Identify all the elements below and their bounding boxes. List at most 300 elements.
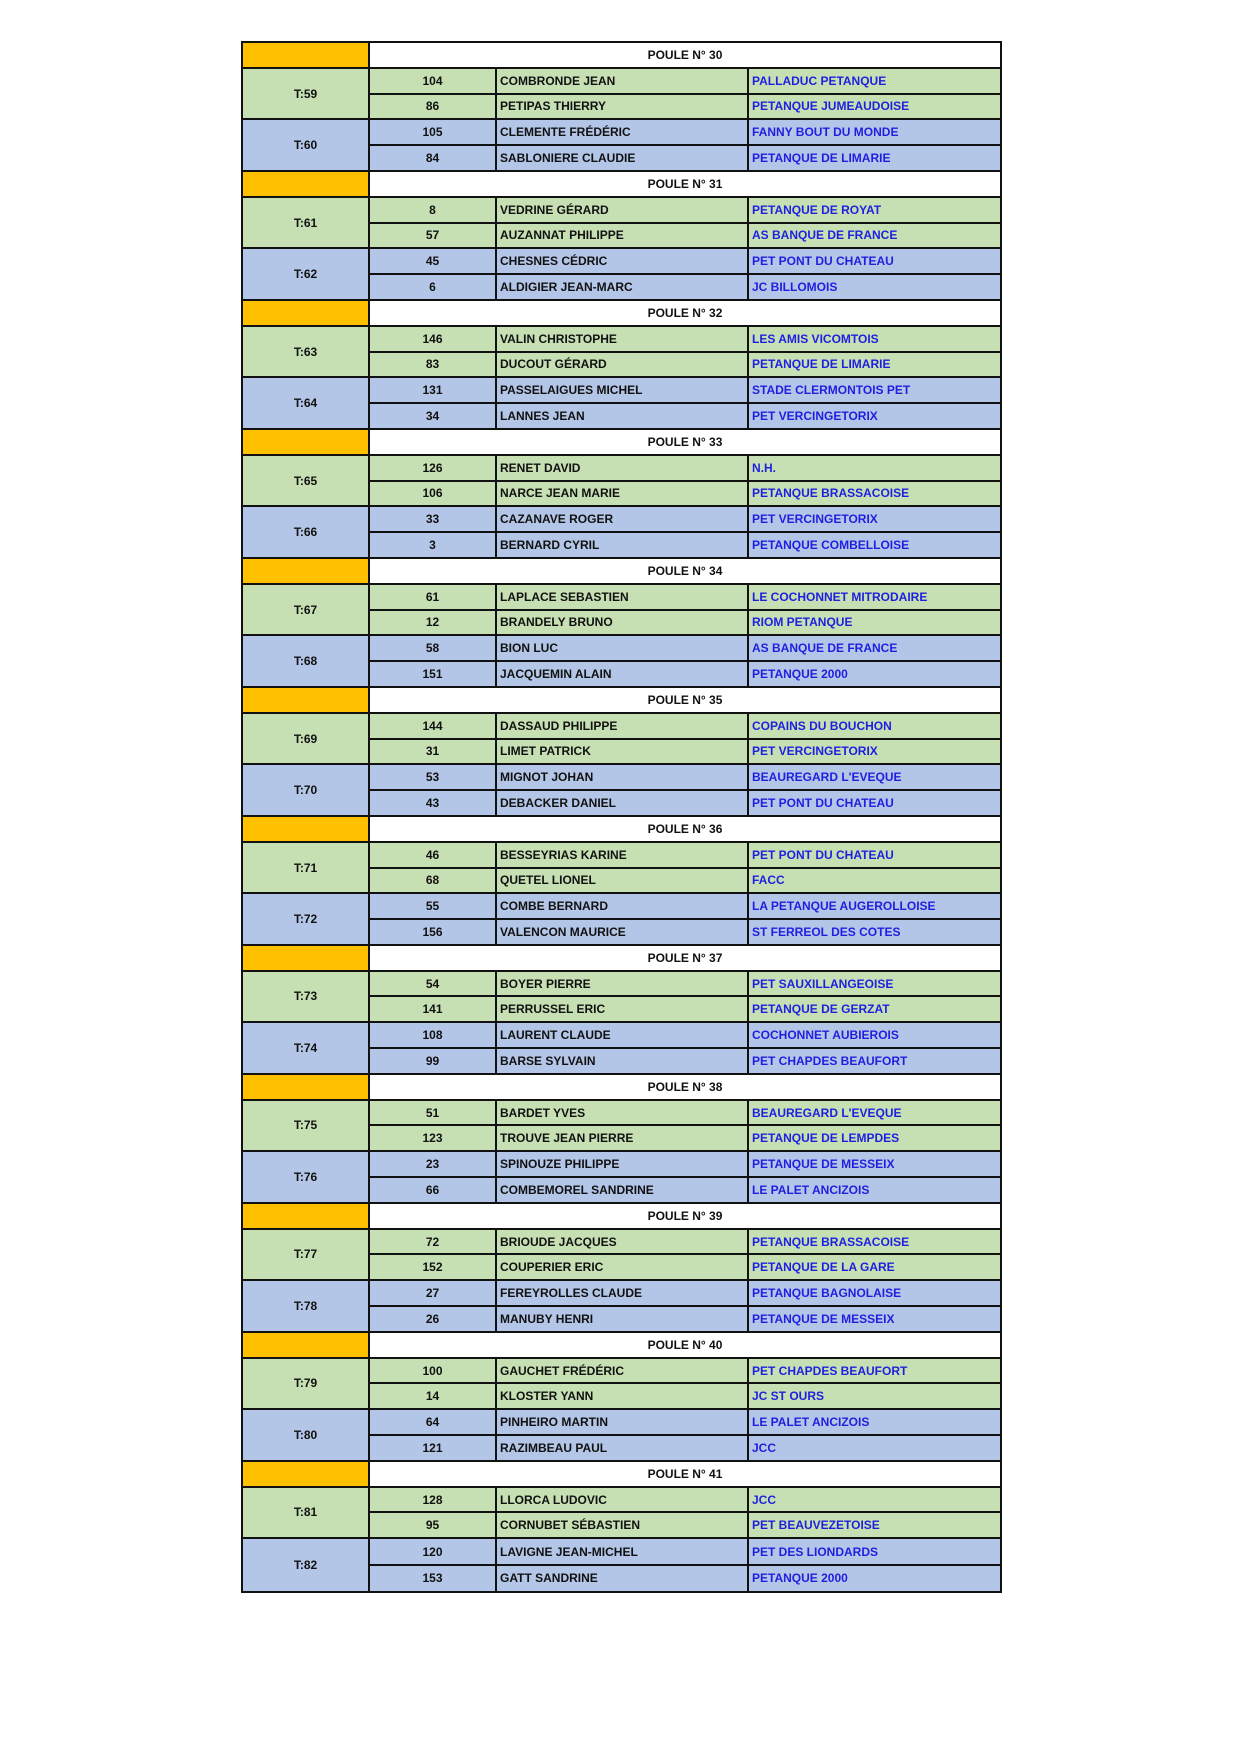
- player-name: BESSEYRIAS KARINE: [497, 843, 749, 867]
- table-label: T:67: [243, 585, 370, 635]
- player-row: [370, 69, 1000, 95]
- player-row: [370, 249, 1000, 275]
- player-club: PETANQUE BAGNOLAISE: [752, 1286, 902, 1301]
- player-name: LAURENT CLAUDE: [497, 1023, 749, 1047]
- player-number: 6: [370, 275, 497, 299]
- player-number: 86: [370, 95, 497, 119]
- poule-header-row: [243, 559, 1000, 585]
- player-name: LAPLACE SEBASTIEN: [497, 585, 749, 609]
- poule-marker-cell: [243, 559, 370, 583]
- player-club: PET SAUXILLANGEOISE: [752, 976, 894, 991]
- player-row: [370, 662, 1000, 686]
- player-name: CHESNES CÉDRIC: [497, 249, 749, 273]
- player-row: [370, 1436, 1000, 1460]
- poule-marker-cell: [243, 1462, 370, 1486]
- table-block: [243, 894, 1000, 946]
- table-block: [243, 636, 1000, 688]
- player-row: [370, 1410, 1000, 1436]
- player-number: 126: [370, 456, 497, 480]
- player-club: PET CHAPDES BEAUFORT: [752, 1053, 908, 1068]
- player-club: PALLADUC PETANQUE: [752, 73, 887, 88]
- player-number: 146: [370, 327, 497, 351]
- poule-marker-cell: [243, 1204, 370, 1228]
- player-row: [370, 765, 1000, 791]
- player-club: PETANQUE BRASSACOISE: [752, 1234, 910, 1249]
- player-number: 123: [370, 1126, 497, 1150]
- player-name: COMBE BERNARD: [497, 894, 749, 918]
- players-group: [370, 456, 1000, 506]
- player-club: PET PONT DU CHATEAU: [752, 254, 894, 269]
- players-group: [370, 1101, 1000, 1151]
- poule-title: POULE N° 36: [370, 817, 1000, 841]
- player-row: [370, 1488, 1000, 1514]
- player-row: [370, 714, 1000, 740]
- poule-header-row: [243, 172, 1000, 198]
- player-club: LE COCHONNET MITRODAIRE: [752, 589, 928, 604]
- player-number: 23: [370, 1152, 497, 1176]
- player-number: 43: [370, 791, 497, 815]
- player-row: [370, 353, 1000, 377]
- poule-title: POULE N° 31: [370, 172, 1000, 196]
- poule-marker-cell: [243, 817, 370, 841]
- player-number: 46: [370, 843, 497, 867]
- poule-title: POULE N° 30: [370, 43, 1000, 67]
- table-block: [243, 1410, 1000, 1462]
- table-label: T:68: [243, 636, 370, 686]
- player-club: JCC: [752, 1440, 777, 1455]
- players-group: [370, 69, 1000, 119]
- players-group: [370, 972, 1000, 1022]
- poule-title: POULE N° 38: [370, 1075, 1000, 1099]
- table-label: T:76: [243, 1152, 370, 1202]
- player-number: 12: [370, 611, 497, 635]
- player-name: VEDRINE GÉRARD: [497, 198, 749, 222]
- player-row: [370, 146, 1000, 170]
- player-club: LES AMIS VICOMTOIS: [752, 331, 879, 346]
- table-block: [243, 249, 1000, 301]
- player-number: 128: [370, 1488, 497, 1512]
- player-club: PET PONT DU CHATEAU: [752, 796, 894, 810]
- player-number: 53: [370, 765, 497, 789]
- player-row: [370, 843, 1000, 869]
- table-label: T:62: [243, 249, 370, 299]
- player-club: PETANQUE DE MESSEIX: [752, 1311, 895, 1326]
- player-name: TROUVE JEAN PIERRE: [497, 1126, 749, 1150]
- player-name: RENET DAVID: [497, 456, 749, 480]
- table-block: [243, 378, 1000, 430]
- player-name: COMBRONDE JEAN: [497, 69, 749, 93]
- player-name: COUPERIER ERIC: [497, 1255, 749, 1279]
- player-club: LE PALET ANCIZOIS: [752, 1415, 870, 1430]
- player-name: LIMET PATRICK: [497, 740, 749, 764]
- poule-marker-cell: [243, 301, 370, 325]
- table-block: [243, 1539, 1000, 1591]
- table-block: [243, 1359, 1000, 1411]
- player-name: BARSE SYLVAIN: [497, 1049, 749, 1073]
- player-club: ST FERREOL DES COTES: [752, 924, 901, 939]
- player-club: PETANQUE 2000: [752, 667, 848, 682]
- player-name: BERNARD CYRIL: [497, 533, 749, 557]
- poule-title: POULE N° 33: [370, 430, 1000, 454]
- poule-header-row: [243, 1333, 1000, 1359]
- player-number: 144: [370, 714, 497, 738]
- player-row: [370, 1281, 1000, 1307]
- player-number: 131: [370, 378, 497, 402]
- player-row: [370, 95, 1000, 119]
- player-row: [370, 1307, 1000, 1331]
- players-group: [370, 1488, 1000, 1538]
- player-number: 61: [370, 585, 497, 609]
- player-row: [370, 791, 1000, 815]
- player-row: [370, 1152, 1000, 1178]
- players-group: [370, 1410, 1000, 1460]
- poule-title: POULE N° 34: [370, 559, 1000, 583]
- table-block: [243, 327, 1000, 379]
- player-row: [370, 378, 1000, 404]
- player-number: 83: [370, 353, 497, 377]
- player-name: AUZANNAT PHILIPPE: [497, 224, 749, 248]
- players-group: [370, 507, 1000, 557]
- player-number: 55: [370, 894, 497, 918]
- player-club: PET VERCINGETORIX: [752, 512, 878, 527]
- player-club: BEAUREGARD L'EVEQUE: [752, 770, 902, 785]
- player-number: 99: [370, 1049, 497, 1073]
- player-number: 33: [370, 507, 497, 531]
- player-number: 8: [370, 198, 497, 222]
- player-number: 108: [370, 1023, 497, 1047]
- player-name: CLEMENTE FRÉDÉRIC: [497, 120, 749, 144]
- player-number: 95: [370, 1513, 497, 1537]
- poule-header-row: [243, 946, 1000, 972]
- table-block: [243, 843, 1000, 895]
- poule-marker-cell: [243, 1333, 370, 1357]
- player-name: BOYER PIERRE: [497, 972, 749, 996]
- poule-title: POULE N° 39: [370, 1204, 1000, 1228]
- players-group: [370, 894, 1000, 944]
- player-row: [370, 1384, 1000, 1408]
- poule-header-row: [243, 1462, 1000, 1488]
- player-row: [370, 1539, 1000, 1566]
- player-club: PET VERCINGETORIX: [752, 744, 878, 759]
- player-name: LANNES JEAN: [497, 404, 749, 428]
- player-number: 57: [370, 224, 497, 248]
- players-group: [370, 714, 1000, 764]
- table-label: T:72: [243, 894, 370, 944]
- player-number: 152: [370, 1255, 497, 1279]
- player-club: JC ST OURS: [752, 1389, 825, 1404]
- players-group: [370, 1230, 1000, 1280]
- table-label: T:80: [243, 1410, 370, 1460]
- table-label: T:63: [243, 327, 370, 377]
- table-block: [243, 1281, 1000, 1333]
- player-number: 106: [370, 482, 497, 506]
- player-row: [370, 997, 1000, 1021]
- player-name: FEREYROLLES CLAUDE: [497, 1281, 749, 1305]
- player-club: AS BANQUE DE FRANCE: [752, 641, 898, 656]
- player-row: [370, 224, 1000, 248]
- table-label: T:70: [243, 765, 370, 815]
- poule-title: POULE N° 37: [370, 946, 1000, 970]
- table-block: [243, 456, 1000, 508]
- table-label: T:75: [243, 1101, 370, 1151]
- player-number: 3: [370, 533, 497, 557]
- player-club: PETANQUE DE MESSEIX: [752, 1157, 895, 1172]
- player-club: PETANQUE DE LIMARIE: [752, 151, 891, 166]
- players-group: [370, 1023, 1000, 1073]
- player-number: 104: [370, 69, 497, 93]
- player-club: LE PALET ANCIZOIS: [752, 1182, 870, 1197]
- poule-marker-cell: [243, 43, 370, 67]
- players-group: [370, 249, 1000, 299]
- player-row: [370, 1101, 1000, 1127]
- player-club: PETANQUE 2000: [752, 1571, 848, 1586]
- player-club: COPAINS DU BOUCHON: [752, 718, 892, 733]
- players-group: [370, 378, 1000, 428]
- player-row: [370, 1513, 1000, 1537]
- table-label: T:73: [243, 972, 370, 1022]
- player-club: PETANQUE DE GERZAT: [752, 1002, 890, 1017]
- player-club: PET PONT DU CHATEAU: [752, 847, 894, 862]
- player-club: PETANQUE DE LEMPDES: [752, 1131, 900, 1146]
- player-name: VALIN CHRISTOPHE: [497, 327, 749, 351]
- table-label: T:81: [243, 1488, 370, 1538]
- player-name: PINHEIRO MARTIN: [497, 1410, 749, 1434]
- player-club: FACC: [752, 873, 785, 888]
- player-number: 105: [370, 120, 497, 144]
- table-block: [243, 1488, 1000, 1540]
- poule-header-row: [243, 1075, 1000, 1101]
- player-club: PETANQUE JUMEAUDOISE: [752, 99, 910, 114]
- table-block: [243, 714, 1000, 766]
- player-name: VALENCON MAURICE: [497, 920, 749, 944]
- player-name: NARCE JEAN MARIE: [497, 482, 749, 506]
- players-group: [370, 843, 1000, 893]
- player-club: BEAUREGARD L'EVEQUE: [752, 1105, 902, 1120]
- poule-draw-sheet: [241, 41, 1002, 1593]
- player-club: PETANQUE BRASSACOISE: [752, 486, 910, 501]
- player-name: MANUBY HENRI: [497, 1307, 749, 1331]
- player-name: QUETEL LIONEL: [497, 869, 749, 893]
- player-row: [370, 507, 1000, 533]
- table-label: T:61: [243, 198, 370, 248]
- player-row: [370, 327, 1000, 353]
- table-block: [243, 972, 1000, 1024]
- player-club: PETANQUE COMBELLOISE: [752, 538, 910, 553]
- player-name: BION LUC: [497, 636, 749, 660]
- poule-title: POULE N° 32: [370, 301, 1000, 325]
- player-name: LAVIGNE JEAN-MICHEL: [497, 1539, 749, 1564]
- players-group: [370, 765, 1000, 815]
- player-club: STADE CLERMONTOIS PET: [752, 383, 911, 398]
- player-name: MIGNOT JOHAN: [497, 765, 749, 789]
- player-row: [370, 1566, 1000, 1591]
- table-label: T:60: [243, 120, 370, 170]
- player-number: 31: [370, 740, 497, 764]
- player-club: PET VERCINGETORIX: [752, 409, 878, 424]
- player-number: 34: [370, 404, 497, 428]
- player-club: JC BILLOMOIS: [752, 280, 838, 295]
- player-name: COMBEMOREL SANDRINE: [497, 1178, 749, 1202]
- player-club: AS BANQUE DE FRANCE: [752, 228, 898, 243]
- player-club: PET BEAUVEZETOISE: [752, 1518, 880, 1533]
- player-name: PASSELAIGUES MICHEL: [497, 378, 749, 402]
- table-block: [243, 69, 1000, 121]
- player-name: CORNUBET SÉBASTIEN: [497, 1513, 749, 1537]
- table-label: T:59: [243, 69, 370, 119]
- player-name: SPINOUZE PHILIPPE: [497, 1152, 749, 1176]
- player-number: 51: [370, 1101, 497, 1125]
- player-club: N.H.: [752, 460, 776, 475]
- player-name: GATT SANDRINE: [497, 1566, 749, 1591]
- player-name: PERRUSSEL ERIC: [497, 997, 749, 1021]
- player-name: JACQUEMIN ALAIN: [497, 662, 749, 686]
- players-group: [370, 327, 1000, 377]
- poule-header-row: [243, 688, 1000, 714]
- players-group: [370, 1281, 1000, 1331]
- player-name: PETIPAS THIERRY: [497, 95, 749, 119]
- player-row: [370, 1359, 1000, 1385]
- player-number: 26: [370, 1307, 497, 1331]
- table-block: [243, 198, 1000, 250]
- poule-header-row: [243, 430, 1000, 456]
- player-row: [370, 482, 1000, 506]
- players-group: [370, 636, 1000, 686]
- player-row: [370, 611, 1000, 635]
- players-group: [370, 585, 1000, 635]
- player-club: FANNY BOUT DU MONDE: [752, 125, 899, 140]
- table-label: T:77: [243, 1230, 370, 1280]
- player-row: [370, 585, 1000, 611]
- table-label: T:66: [243, 507, 370, 557]
- poule-marker-cell: [243, 946, 370, 970]
- player-row: [370, 1049, 1000, 1073]
- player-number: 100: [370, 1359, 497, 1383]
- players-group: [370, 1359, 1000, 1409]
- player-number: 72: [370, 1230, 497, 1254]
- table-block: [243, 507, 1000, 559]
- player-row: [370, 1023, 1000, 1049]
- player-row: [370, 636, 1000, 662]
- player-name: BRIOUDE JACQUES: [497, 1230, 749, 1254]
- player-row: [370, 920, 1000, 944]
- player-number: 14: [370, 1384, 497, 1408]
- poule-marker-cell: [243, 172, 370, 196]
- player-club: PETANQUE DE LIMARIE: [752, 357, 891, 372]
- player-name: KLOSTER YANN: [497, 1384, 749, 1408]
- player-row: [370, 456, 1000, 482]
- player-name: DUCOUT GÉRARD: [497, 353, 749, 377]
- poule-header-row: [243, 817, 1000, 843]
- player-row: [370, 869, 1000, 893]
- player-number: 120: [370, 1539, 497, 1564]
- player-row: [370, 740, 1000, 764]
- player-number: 58: [370, 636, 497, 660]
- table-label: T:65: [243, 456, 370, 506]
- table-label: T:71: [243, 843, 370, 893]
- players-group: [370, 1539, 1000, 1591]
- player-name: GAUCHET FRÉDÉRIC: [497, 1359, 749, 1383]
- player-number: 151: [370, 662, 497, 686]
- player-number: 66: [370, 1178, 497, 1202]
- players-group: [370, 198, 1000, 248]
- player-number: 68: [370, 869, 497, 893]
- player-row: [370, 198, 1000, 224]
- player-club: PET DES LIONDARDS: [752, 1544, 879, 1559]
- player-number: 45: [370, 249, 497, 273]
- player-row: [370, 404, 1000, 428]
- player-club: RIOM PETANQUE: [752, 615, 853, 630]
- player-number: 153: [370, 1566, 497, 1591]
- player-row: [370, 1230, 1000, 1256]
- table-label: T:69: [243, 714, 370, 764]
- player-number: 64: [370, 1410, 497, 1434]
- poule-marker-cell: [243, 430, 370, 454]
- player-name: SABLONIERE CLAUDIE: [497, 146, 749, 170]
- poule-title: POULE N° 35: [370, 688, 1000, 712]
- poule-marker-cell: [243, 1075, 370, 1099]
- player-name: BRANDELY BRUNO: [497, 611, 749, 635]
- player-row: [370, 533, 1000, 557]
- player-row: [370, 894, 1000, 920]
- table-block: [243, 585, 1000, 637]
- players-group: [370, 1152, 1000, 1202]
- poule-header-row: [243, 43, 1000, 69]
- table-label: T:79: [243, 1359, 370, 1409]
- player-row: [370, 972, 1000, 998]
- table-label: T:74: [243, 1023, 370, 1073]
- player-club: PET CHAPDES BEAUFORT: [752, 1363, 908, 1378]
- player-row: [370, 1178, 1000, 1202]
- poule-header-row: [243, 301, 1000, 327]
- players-group: [370, 120, 1000, 170]
- table-block: [243, 120, 1000, 172]
- poule-header-row: [243, 1204, 1000, 1230]
- player-club: PETANQUE DE LA GARE: [752, 1260, 895, 1275]
- player-club: LA PETANQUE AUGEROLLOISE: [752, 899, 936, 914]
- player-club: JCC: [752, 1492, 777, 1507]
- player-club: COCHONNET AUBIEROIS: [752, 1028, 899, 1043]
- table-block: [243, 1023, 1000, 1075]
- player-name: RAZIMBEAU PAUL: [497, 1436, 749, 1460]
- poule-title: POULE N° 40: [370, 1333, 1000, 1357]
- player-row: [370, 275, 1000, 299]
- player-row: [370, 1126, 1000, 1150]
- player-row: [370, 120, 1000, 146]
- table-block: [243, 1230, 1000, 1282]
- player-name: LLORCA LUDOVIC: [497, 1488, 749, 1512]
- player-name: BARDET YVES: [497, 1101, 749, 1125]
- player-name: ALDIGIER JEAN-MARC: [497, 275, 749, 299]
- player-name: CAZANAVE ROGER: [497, 507, 749, 531]
- player-number: 121: [370, 1436, 497, 1460]
- table-block: [243, 765, 1000, 817]
- table-label: T:82: [243, 1539, 370, 1591]
- player-number: 27: [370, 1281, 497, 1305]
- player-number: 54: [370, 972, 497, 996]
- poule-marker-cell: [243, 688, 370, 712]
- player-club: PETANQUE DE ROYAT: [752, 202, 882, 217]
- player-row: [370, 1255, 1000, 1279]
- player-number: 84: [370, 146, 497, 170]
- table-label: T:78: [243, 1281, 370, 1331]
- table-block: [243, 1101, 1000, 1153]
- poule-title: POULE N° 41: [370, 1462, 1000, 1486]
- player-name: DEBACKER DANIEL: [497, 791, 749, 815]
- player-name: DASSAUD PHILIPPE: [497, 714, 749, 738]
- table-label: T:64: [243, 378, 370, 428]
- table-block: [243, 1152, 1000, 1204]
- player-number: 156: [370, 920, 497, 944]
